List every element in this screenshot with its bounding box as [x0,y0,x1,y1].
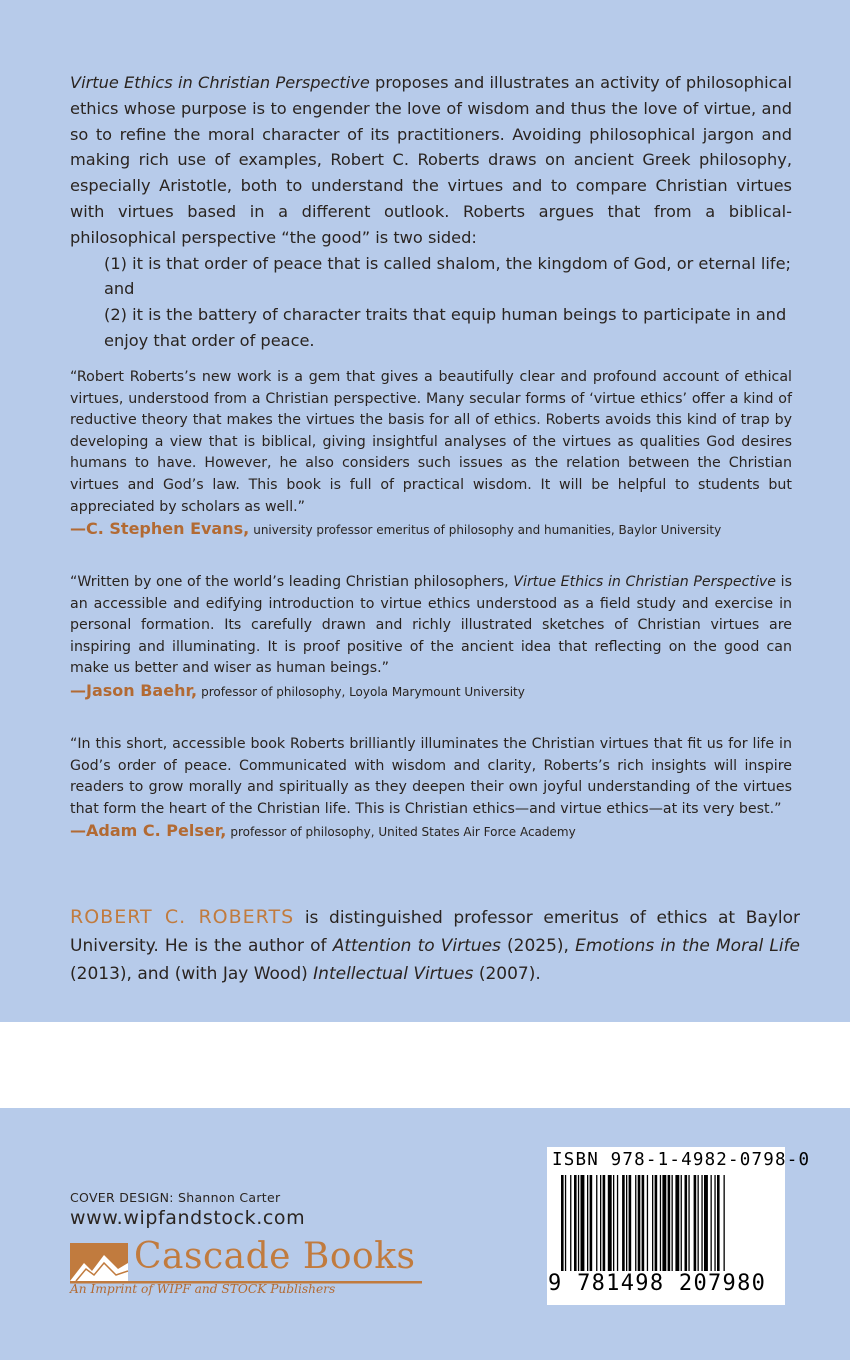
cover-design-credit: COVER DESIGN: Shannon Carter [70,1190,281,1205]
good-list-item-1: (1) it is that order of peace that is called shalom, the kingdom of God, or eternal life; and [104,253,791,299]
author-bio: ROBERT C. ROBERTS is distinguished professor emeritus of ethics at Baylor University. He is the author of Attention to Virtues (2025), Emotions in the Moral Life (2013), and (with Jay Wood) Intellectual Virtues (2007). [70,906,800,984]
endorser-role: university professor emeritus of philosophy and humanities, Baylor University [253,523,722,538]
publisher-name: Cascade Books [134,1236,416,1277]
endorsement-attribution [70,681,792,702]
endorsement-2 [70,572,792,702]
good-list [104,251,792,354]
endorsement-text: “In this short, accessible book Roberts brilliantly illuminates the Christian virtues that fit us for life in God’s order of peace. Communicated with wisdom and clarity, Roberts’s rich insights will inspire readers to grow morally and spiritually as they deepen their own joyful understanding of the virtues that form the heart of the Christian life. This is Christian ethics—and virtue ethics—at its very best.” [70,736,792,817]
publisher-imprint: An Imprint of WIPF and STOCK Publishers [70,1282,336,1296]
isbn-label: ISBN 978-1-4982-0798-0 [552,1150,811,1170]
endorsement-text: “Robert Roberts’s new work is a gem that gives a beautifully clear and profound account of ethical virtues, understood from a Christian perspective. Many secular forms of ‘virtue ethics’ offer a kind of reductive theory that makes the virtues the basis for all of ethics. Roberts avoids this kind of trap by developing a view that is biblical, giving insightful analyses of the virtues as qualities God desires humans to have. However, he also considers such issues as the relation between the Christian virtues and God’s law. This book is full of practical wisdom. It will be helpful to students but appreciated by scholars as well.” [70,369,792,515]
endorser-role: professor of philosophy, United States Air Force Academy [230,825,576,840]
book-description [70,70,792,354]
description-intro: proposes and illustrates an activity of philosophical ethics whose purpose is to engender the love of wisdom and thus the love of virtue, and so to refine the moral character of its practitioners. Avoiding philosophical jargon and making rich use of examples, Robert C. Roberts draws on ancient Greek philosophy, especially Aristotle, both to understand the virtues and to compare Christian virtues with virtues based in a different outlook. Roberts argues that from a biblical-philosophical perspective “the good” is two sided: [70,73,792,247]
description-paragraph [70,70,792,251]
endorsement-attribution [70,519,792,540]
endorsement-text: “Written by one of the world’s leading Christian philosophers, Virtue Ethics in Christian Perspective is an accessible and edifying introduction to virtue ethics understood as a field study and exercise in personal formation. Its carefully drawn and richly illustrated sketches of Christian virtues are inspiring and illuminating. It is proof positive of the ancient idea that reflecting on the good can make us better and wiser as human beings.” [70,574,792,677]
publisher-website: www.wipfandstock.com [70,1207,306,1229]
good-list-item-2: (2) it is the battery of character traits that equip human beings to participate in and enjoy that order of peace. [104,305,787,350]
author-name: ROBERT C. ROBERTS [70,906,295,928]
endorsement-1 [70,367,792,540]
endorser-role: professor of philosophy, Loyola Marymount University [201,684,525,699]
endorser-name: —C. Stephen Evans, [70,519,250,539]
endorsement-3 [70,734,792,842]
endorsement-attribution [70,821,792,842]
white-band [0,1022,850,1108]
endorser-name: —Jason Baehr, [70,680,198,700]
barcode-digits: 9 781498 207980 [548,1271,767,1296]
endorser-name: —Adam C. Pelser, [70,821,227,841]
book-title-italic: Virtue Ethics in Christian Perspective [70,73,370,92]
